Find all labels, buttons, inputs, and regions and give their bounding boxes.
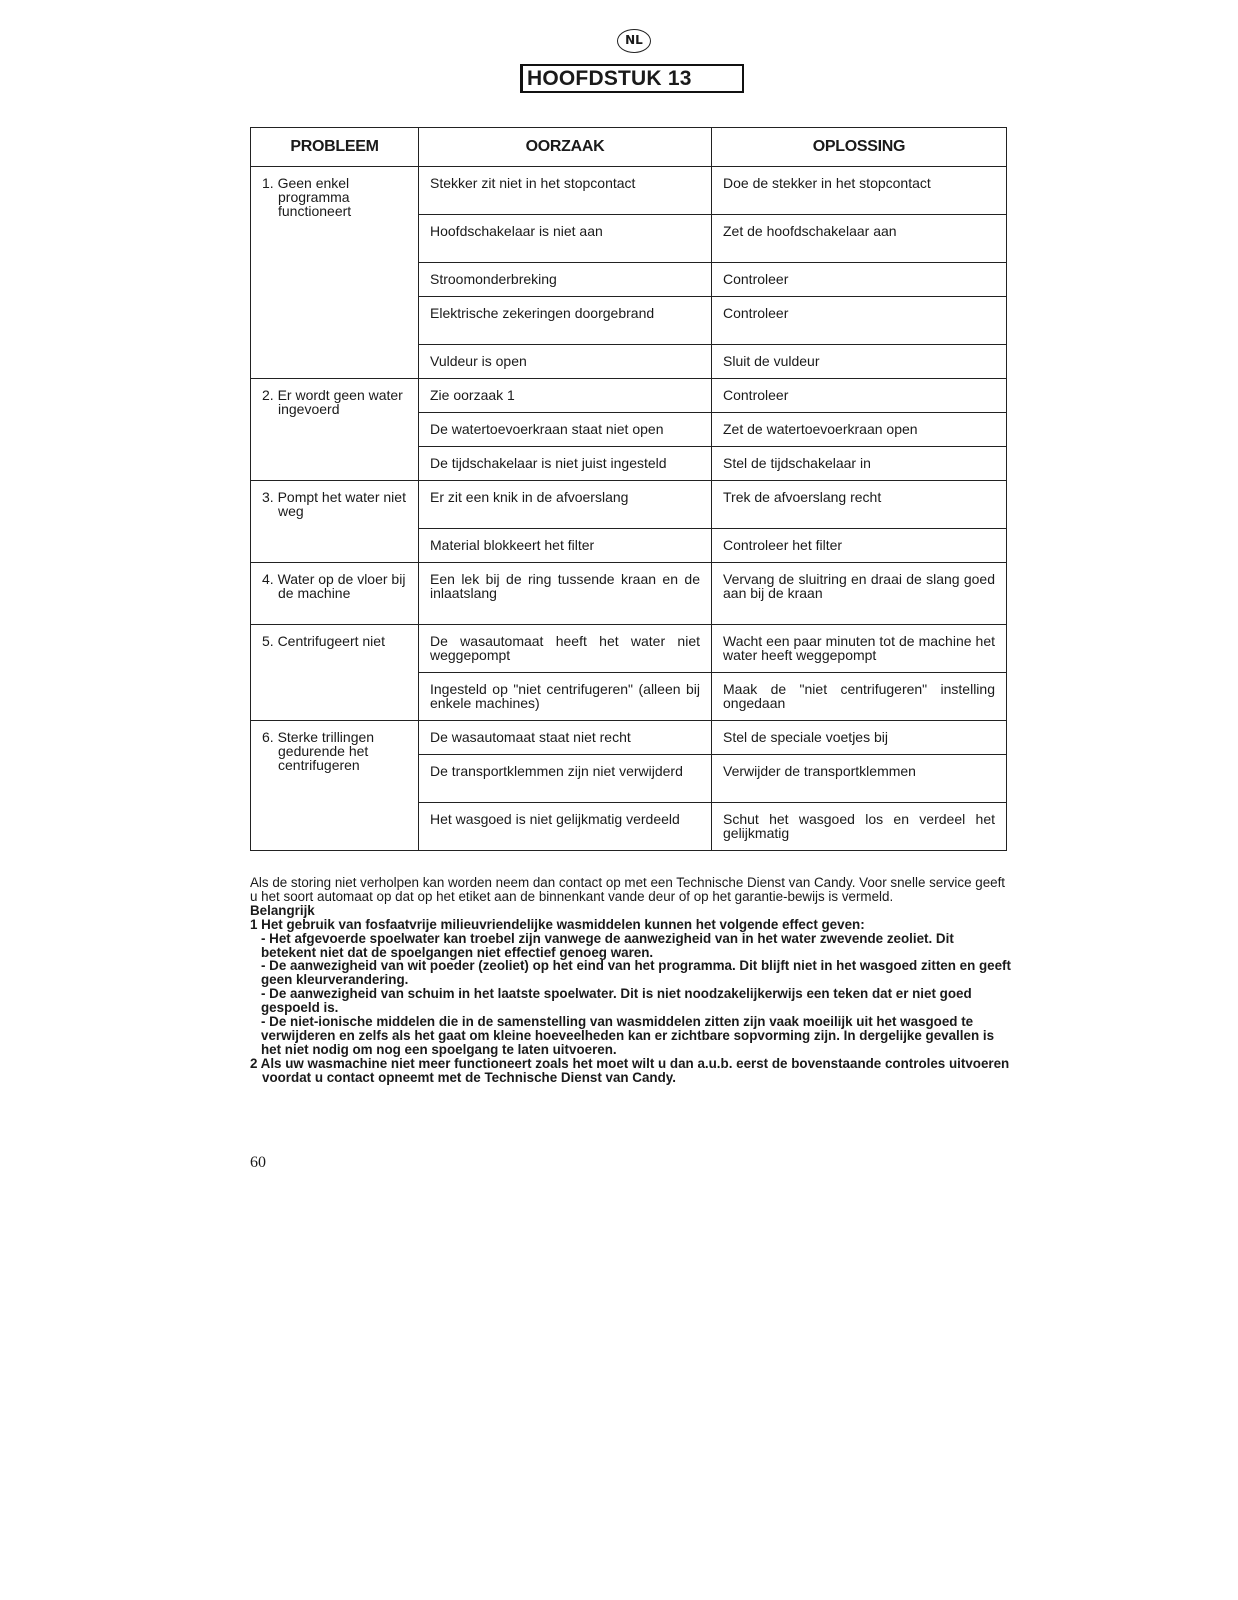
cause-cell: Hoofdschakelaar is niet aan — [419, 215, 712, 263]
solution-cell: Wacht een paar minuten tot de machine het water heeft weggepompt — [712, 625, 1007, 673]
solution-cell: Zet de hoofdschakelaar aan — [712, 215, 1007, 263]
table-row — [251, 481, 1007, 529]
cause-cell: Elektrische zekeringen doorgebrand — [419, 297, 712, 345]
cause-cell: De tijdschakelaar is niet juist ingesteld — [419, 447, 712, 481]
solution-cell: Stel de speciale voetjes bij — [712, 721, 1007, 755]
solution-cell: Doe de stekker in het stopcontact — [712, 167, 1007, 215]
cause-cell: Vuldeur is open — [419, 345, 712, 379]
cause-cell: De watertoevoerkraan staat niet open — [419, 413, 712, 447]
table-row — [251, 625, 1007, 673]
solution-cell: Vervang de sluitring en draai de slang goed aan bij de kraan — [712, 563, 1007, 625]
table-row — [251, 721, 1007, 755]
table-row — [251, 167, 1007, 215]
cause-cell: Ingesteld op "niet centrifugeren" (alleen bij enkele machines) — [419, 673, 712, 721]
point-2: 2 Als uw wasmachine niet meer functioneert zoals het moet wilt u dan a.u.b. eerst de bovenstaande controles uitvoeren voordat u contact opneemt met de Technische Dienst van Candy. — [250, 1055, 1010, 1085]
solution-cell: Controleer — [712, 263, 1007, 297]
problem-text: 5. Centrifugeert niet — [262, 633, 385, 649]
problem-cell — [251, 481, 419, 563]
problem-text: 3. Pompt het water niet weg — [262, 489, 406, 519]
solution-cell: Stel de tijdschakelaar in — [712, 447, 1007, 481]
problem-cell — [251, 167, 419, 379]
cause-cell: De wasautomaat heeft het water niet weggepompt — [419, 625, 712, 673]
cause-cell: Zie oorzaak 1 — [419, 379, 712, 413]
notes-section — [250, 876, 1012, 1085]
cause-cell: Het wasgoed is niet gelijkmatig verdeeld — [419, 803, 712, 851]
cause-cell: De transportklemmen zijn niet verwijderd — [419, 755, 712, 803]
problem-cell — [251, 379, 419, 481]
point-1: 1 Het gebruik van fosfaatvrije milieuvriendelijke wasmiddelen kunnen het volgende effect geven: — [250, 916, 865, 932]
problem-text: 1. Geen enkel programma functioneert — [262, 175, 352, 219]
problem-text: 2. Er wordt geen water ingevoerd — [262, 387, 403, 417]
troubleshooting-table — [250, 127, 1007, 851]
bullet-2: - De aanwezigheid van wit poeder (zeoliet) op het eind van het programma. Dit blijft niet in het wasgoed zitten en geeft geen kleurverandering. — [261, 958, 1011, 988]
problem-cell — [251, 625, 419, 721]
cause-cell: Stekker zit niet in het stopcontact — [419, 167, 712, 215]
table-row — [251, 379, 1007, 413]
table-row — [251, 563, 1007, 625]
problem-cell — [251, 563, 419, 625]
bullet-4: - De niet-ionische middelen die in de samenstelling van wasmiddelen zitten zijn vaak moeilijk uit het wasgoed te verwijderen en zelfs als het gaat om kleine hoeveelheden kan er zichtbare sopvorming zijn. In dergelijke gevallen is het niet nodig om nog een spoelgang te laten uitvoeren. — [261, 1014, 995, 1057]
bullet-1: - Het afgevoerde spoelwater kan troebel zijn vanwege de aanwezigheid van in het water zwevende zeoliet. Dit betekent niet dat de spoelgangen niet effectief genoeg waren. — [261, 930, 954, 960]
solution-cell: Controleer het filter — [712, 529, 1007, 563]
header-cause: OORZAAK — [419, 128, 712, 167]
cause-cell: Stroomonderbreking — [419, 263, 712, 297]
cause-cell: Een lek bij de ring tussende kraan en de inlaatslang — [419, 563, 712, 625]
cause-cell: De wasautomaat staat niet recht — [419, 721, 712, 755]
cause-cell: Er zit een knik in de afvoerslang — [419, 481, 712, 529]
solution-cell: Verwijder de transportklemmen — [712, 755, 1007, 803]
header-solution: OPLOSSING — [712, 128, 1007, 167]
solution-cell: Zet de watertoevoerkraan open — [712, 413, 1007, 447]
solution-cell: Sluit de vuldeur — [712, 345, 1007, 379]
bullet-3: - De aanwezigheid van schuim in het laatste spoelwater. Dit is niet noodzakelijkerwijs een teken dat er niet goed gespoeld is. — [261, 986, 972, 1016]
solution-cell: Maak de "niet centrifugeren" instelling ongedaan — [712, 673, 1007, 721]
language-badge: NL — [617, 29, 651, 53]
solution-cell: Trek de afvoerslang recht — [712, 481, 1007, 529]
solution-cell: Controleer — [712, 297, 1007, 345]
cause-cell: Material blokkeert het filter — [419, 529, 712, 563]
solution-cell: Schut het wasgoed los en verdeel het gelijkmatig — [712, 803, 1007, 851]
problem-text: 4. Water op de vloer bij de machine — [262, 571, 406, 601]
intro-text: Als de storing niet verholpen kan worden neem dan contact op met een Technische Dienst van Candy. Voor snelle service geeft u het soort automaat op dat op het etiket aan de binnenkant vande deur of op het garantie-bewijs is vermeld. — [250, 875, 1006, 904]
problem-text: 6. Sterke trillingen gedurende het centrifugeren — [262, 729, 375, 773]
problem-cell — [251, 721, 419, 851]
chapter-title: HOOFDSTUK 13 — [520, 64, 744, 93]
solution-cell: Controleer — [712, 379, 1007, 413]
header-problem: PROBLEEM — [251, 128, 419, 167]
table-header-row — [251, 128, 1007, 167]
page-number: 60 — [250, 1154, 266, 1171]
important-label: Belangrijk — [250, 902, 315, 918]
